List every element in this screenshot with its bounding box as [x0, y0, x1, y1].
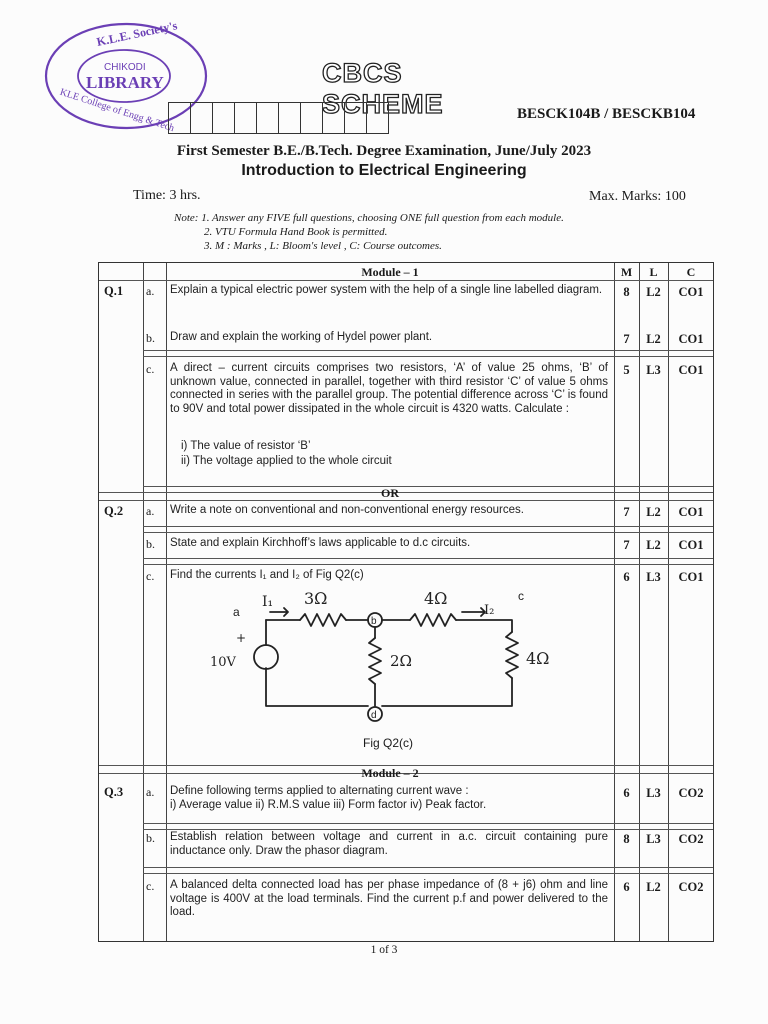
q2a-sub: a.: [146, 504, 155, 518]
q3c-level: L2: [646, 880, 661, 894]
q1a-co: CO1: [678, 285, 704, 299]
q1c-sub: c.: [146, 362, 155, 376]
q2-label: Q.2: [104, 504, 124, 518]
arrow-i2: [462, 608, 485, 616]
exam-duration: Time: 3 hrs.: [133, 188, 201, 203]
q1a-marks: 8: [623, 285, 630, 299]
module-1-heading: Module – 1: [361, 265, 419, 279]
note-1: Note: 1. Answer any FIVE full questions, choosing ONE full question from each module.: [174, 212, 564, 224]
q3a-marks: 6: [623, 786, 630, 800]
col-co-header: C: [686, 265, 696, 279]
q1a-text: Explain a typical electric power system with the help of a single line labelled diagram.: [170, 284, 603, 296]
resistor-4ohm-top: [410, 614, 456, 626]
page-number: 1 of 3: [370, 944, 398, 956]
q2c-marks: 6: [623, 570, 630, 584]
stamp-text-college: KLE College of Engg & Tech: [58, 86, 176, 135]
col-marks-header: M: [620, 265, 633, 279]
q1b-sub: b.: [146, 331, 155, 345]
subject-code: BESCK104B / BESCKB104: [517, 106, 696, 122]
q3b-co: CO2: [678, 832, 704, 846]
q1c-level: L3: [646, 363, 661, 377]
q1a-sub: a.: [146, 284, 155, 298]
q1c-item-i: i) The value of resistor ‘B’: [181, 440, 311, 452]
q3a-sub: a.: [146, 785, 155, 799]
current-i2-label: I₂: [484, 603, 495, 618]
q3c-sub: c.: [146, 879, 155, 893]
q1b-co: CO1: [678, 332, 704, 346]
q3a-level: L3: [646, 786, 661, 800]
r3-label: 2Ω: [390, 652, 412, 670]
exam-title: First Semester B.E./B.Tech. Degree Examination, June/July 2023: [176, 143, 592, 159]
q2a-co: CO1: [678, 505, 704, 519]
source-plus: +: [236, 631, 247, 645]
r4-label: 4Ω: [526, 649, 550, 668]
q3b-sub: b.: [146, 831, 155, 845]
q1c-co: CO1: [678, 363, 704, 377]
q1a-level: L2: [646, 285, 661, 299]
q3a-co: CO2: [678, 786, 704, 800]
or-divider: OR: [381, 486, 399, 500]
node-d-label: d: [371, 710, 377, 721]
q2c-co: CO1: [678, 570, 704, 584]
q3c-marks: 6: [623, 880, 630, 894]
q2b-sub: b.: [146, 537, 155, 551]
resistor-3ohm: [300, 614, 346, 626]
source-label: 10V: [210, 655, 236, 670]
node-c-label: c: [518, 589, 524, 603]
subject-title: Introduction to Electrical Engineering: [241, 162, 527, 179]
q2b-co: CO1: [678, 538, 704, 552]
instructions: [174, 211, 564, 253]
resistor-4ohm-right: [506, 632, 518, 678]
q2a-marks: 7: [623, 505, 630, 519]
resistor-2ohm: [369, 638, 381, 684]
q3b-marks: 8: [623, 832, 630, 846]
q3c-text: A balanced delta connected load has per phase impedance of (8 + j6) ohm and line voltage is 400V at the load terminals. Find the current p.f and power delivered to the load.: [170, 879, 608, 918]
q1-label: Q.1: [104, 284, 124, 298]
q3a-items: i) Average value ii) R.M.S value iii) Form factor iv) Peak factor.: [170, 799, 487, 811]
q1c-item-ii: ii) The voltage applied to the whole circuit: [181, 455, 392, 467]
q1b-text: Draw and explain the working of Hydel power plant.: [170, 331, 433, 343]
q2a-text: Write a note on conventional and non-conventional energy resources.: [170, 504, 524, 516]
wire-bottom-left: [266, 668, 368, 706]
module-2-heading: Module – 2: [361, 766, 419, 780]
q2c-sub: c.: [146, 569, 155, 583]
q2b-text: State and explain Kirchhoff’s laws applicable to d.c circuits.: [170, 537, 471, 549]
r1-label: 3Ω: [304, 589, 328, 608]
q2c-text: Find the currents I₁ and I₂ of Fig Q2(c): [170, 569, 364, 581]
q2b-level: L2: [646, 538, 661, 552]
q3a-text: Define following terms applied to alternating current wave :: [170, 785, 469, 797]
q2b-marks: 7: [623, 538, 630, 552]
node-a-label: a: [233, 605, 240, 619]
usn-boxes: [168, 102, 389, 134]
note-2: 2. VTU Formula Hand Book is permitted.: [204, 226, 388, 238]
max-marks: Max. Marks: 100: [589, 189, 686, 204]
stamp-text-chikodi: CHIKODI: [104, 62, 146, 73]
r2-label: 4Ω: [424, 589, 448, 608]
wire-top-right: [456, 620, 512, 632]
scheme-title: CBCS SCHEME: [322, 58, 444, 119]
q1c-marks: 5: [623, 363, 630, 377]
q2a-level: L2: [646, 505, 661, 519]
q1b-level: L2: [646, 332, 661, 346]
q1c-text: A direct – current circuits comprises two resistors, ‘A’ of value 25 ohms, ‘B’ of unknown value, connected in parallel, together with third resistor ‘C’ of value 5 ohms connected in series with the parallel group. The potential difference across ‘C’ is found to 90V and total power dissipated in the whole circuit is 4320 watts. Calculate :: [170, 362, 608, 415]
q2c-level: L3: [646, 570, 661, 584]
note-3: 3. M : Marks , L: Bloom's level , C: Course outcomes.: [204, 240, 442, 252]
wire-right-down: [382, 678, 512, 706]
q3b-text: Establish relation between voltage and current in a.c. circuit containing pure inductance only. Draw the phasor diagram.: [170, 831, 608, 857]
q3c-co: CO2: [678, 880, 704, 894]
q1b-marks: 7: [623, 332, 630, 346]
source-10v: [254, 645, 278, 669]
col-level-header: L: [649, 265, 658, 279]
node-b-label: b: [371, 616, 377, 627]
current-i1-label: I₁: [262, 594, 274, 610]
stamp-text-library: LIBRARY: [86, 73, 164, 92]
q3b-level: L3: [646, 832, 661, 846]
stamp-text-society: K.L.E. Society's: [95, 18, 179, 49]
figure-caption: Fig Q2(c): [363, 736, 414, 750]
circuit-figure: [200, 578, 560, 728]
q3-label: Q.3: [104, 785, 124, 799]
